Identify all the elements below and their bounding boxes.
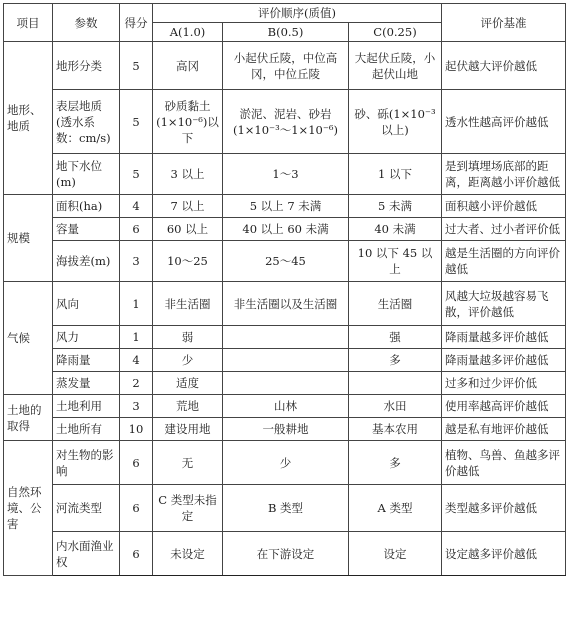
param-cell: 土地利用: [53, 395, 120, 418]
grade-a-cell: 非生活圈: [153, 282, 223, 326]
header-param: 参数: [53, 4, 120, 42]
grade-b-cell: 小起伏丘陵，中位高冈，中位丘陵: [223, 42, 349, 90]
group-name: 规模: [4, 195, 53, 282]
table-row: [4, 282, 566, 326]
header-item: 项目: [4, 4, 53, 42]
param-cell: 风力: [53, 326, 120, 349]
score-cell: 1: [120, 282, 153, 326]
param-cell: 内水面渔业权: [53, 532, 120, 576]
basis-cell: 过大者、过小者评价低: [442, 218, 566, 241]
grade-c-cell: 10 以下 45 以上: [349, 241, 442, 282]
score-cell: 2: [120, 372, 153, 395]
param-cell: 蒸发量: [53, 372, 120, 395]
header-order: 评价顺序(质值): [153, 4, 442, 23]
param-cell: 地下水位(m): [53, 154, 120, 195]
grade-b-cell: 在下游设定: [223, 532, 349, 576]
grade-b-cell: 40 以上 60 未满: [223, 218, 349, 241]
grade-c-cell: 多: [349, 349, 442, 372]
param-cell: 地形分类: [53, 42, 120, 90]
score-cell: 3: [120, 395, 153, 418]
grade-a-cell: 60 以上: [153, 218, 223, 241]
grade-b-cell: [223, 326, 349, 349]
table-row: [4, 349, 566, 372]
grade-c-cell: [349, 372, 442, 395]
param-cell: 河流类型: [53, 485, 120, 532]
param-cell: 面积(ha): [53, 195, 120, 218]
table-row: [4, 485, 566, 532]
grade-c-cell: 5 未满: [349, 195, 442, 218]
grade-a-cell: 10～25: [153, 241, 223, 282]
basis-cell: 降雨量越多评价越低: [442, 349, 566, 372]
basis-cell: 面积越小评价越低: [442, 195, 566, 218]
basis-cell: 设定越多评价越低: [442, 532, 566, 576]
table-row: [4, 395, 566, 418]
grade-a-cell: 砂质黏土(1×10⁻⁶)以下: [153, 90, 223, 154]
grade-a-cell: 7 以上: [153, 195, 223, 218]
group-name: 土地的取得: [4, 395, 53, 441]
grade-b-cell: 山林: [223, 395, 349, 418]
param-cell: 降雨量: [53, 349, 120, 372]
table-row: [4, 154, 566, 195]
grade-b-cell: 非生活圈以及生活圈: [223, 282, 349, 326]
grade-a-cell: 荒地: [153, 395, 223, 418]
score-cell: 4: [120, 349, 153, 372]
grade-a-cell: 未设定: [153, 532, 223, 576]
score-cell: 1: [120, 326, 153, 349]
score-cell: 10: [120, 418, 153, 441]
basis-cell: 降雨量越多评价越低: [442, 326, 566, 349]
basis-cell: 类型越多评价越低: [442, 485, 566, 532]
param-cell: 土地所有: [53, 418, 120, 441]
basis-cell: 是到填埋场底部的距离，距离越小评价越低: [442, 154, 566, 195]
table-row: [4, 532, 566, 576]
grade-a-cell: 高冈: [153, 42, 223, 90]
basis-cell: 越是私有地评价越低: [442, 418, 566, 441]
grade-a-cell: 无: [153, 441, 223, 485]
table-row: [4, 218, 566, 241]
score-cell: 5: [120, 42, 153, 90]
grade-b-cell: B 类型: [223, 485, 349, 532]
grade-c-cell: 设定: [349, 532, 442, 576]
param-cell: 风向: [53, 282, 120, 326]
table-row: [4, 441, 566, 485]
param-cell: 对生物的影响: [53, 441, 120, 485]
score-cell: 6: [120, 441, 153, 485]
evaluation-table: [3, 3, 566, 576]
basis-cell: 越是生活圈的方向评价越低: [442, 241, 566, 282]
evaluation-table-sheet: [3, 3, 565, 630]
grade-c-cell: 大起伏丘陵，小起伏山地: [349, 42, 442, 90]
basis-cell: 植物、鸟兽、鱼越多评价越低: [442, 441, 566, 485]
header-basis: 评价基准: [442, 4, 566, 42]
group-name: 地形、地质: [4, 42, 53, 195]
grade-a-cell: 少: [153, 349, 223, 372]
table-row: [4, 241, 566, 282]
group-name: 气候: [4, 282, 53, 395]
table-row: [4, 42, 566, 90]
header-col-c: C(0.25): [349, 23, 442, 42]
table-row: [4, 372, 566, 395]
grade-b-cell: [223, 349, 349, 372]
grade-c-cell: 多: [349, 441, 442, 485]
grade-a-cell: 3 以上: [153, 154, 223, 195]
grade-c-cell: A 类型: [349, 485, 442, 532]
grade-c-cell: 基本农用: [349, 418, 442, 441]
score-cell: 5: [120, 154, 153, 195]
param-cell: 海拔差(m): [53, 241, 120, 282]
grade-a-cell: 建设用地: [153, 418, 223, 441]
score-cell: 6: [120, 532, 153, 576]
header-score: 得分: [120, 4, 153, 42]
grade-b-cell: 淤泥、泥岩、砂岩(1×10⁻³～1×10⁻⁶): [223, 90, 349, 154]
table-row: [4, 90, 566, 154]
grade-b-cell: 25～45: [223, 241, 349, 282]
basis-cell: 使用率越高评价越低: [442, 395, 566, 418]
table-row: [4, 326, 566, 349]
score-cell: 6: [120, 218, 153, 241]
grade-c-cell: 强: [349, 326, 442, 349]
basis-cell: 起伏越大评价越低: [442, 42, 566, 90]
grade-b-cell: 一般耕地: [223, 418, 349, 441]
grade-c-cell: 生活圈: [349, 282, 442, 326]
header-col-a: A(1.0): [153, 23, 223, 42]
grade-c-cell: 水田: [349, 395, 442, 418]
grade-c-cell: 砂、砾(1×10⁻³以上): [349, 90, 442, 154]
grade-b-cell: 少: [223, 441, 349, 485]
table-body: [4, 42, 566, 576]
score-cell: 4: [120, 195, 153, 218]
score-cell: 6: [120, 485, 153, 532]
param-cell: 容量: [53, 218, 120, 241]
grade-b-cell: 1～3: [223, 154, 349, 195]
basis-cell: 风越大垃圾越容易飞散，评价越低: [442, 282, 566, 326]
table-row: [4, 418, 566, 441]
grade-a-cell: 弱: [153, 326, 223, 349]
group-name: 自然环境、公害: [4, 441, 53, 576]
header-col-b: B(0.5): [223, 23, 349, 42]
param-cell: 表层地质(透水系数：cm/s): [53, 90, 120, 154]
grade-b-cell: 5 以上 7 未满: [223, 195, 349, 218]
table-row: [4, 195, 566, 218]
grade-b-cell: [223, 372, 349, 395]
basis-cell: 过多和过少评价低: [442, 372, 566, 395]
grade-c-cell: 40 未满: [349, 218, 442, 241]
grade-c-cell: 1 以下: [349, 154, 442, 195]
score-cell: 3: [120, 241, 153, 282]
grade-a-cell: 适度: [153, 372, 223, 395]
score-cell: 5: [120, 90, 153, 154]
grade-a-cell: C 类型未指定: [153, 485, 223, 532]
basis-cell: 透水性越高评价越低: [442, 90, 566, 154]
